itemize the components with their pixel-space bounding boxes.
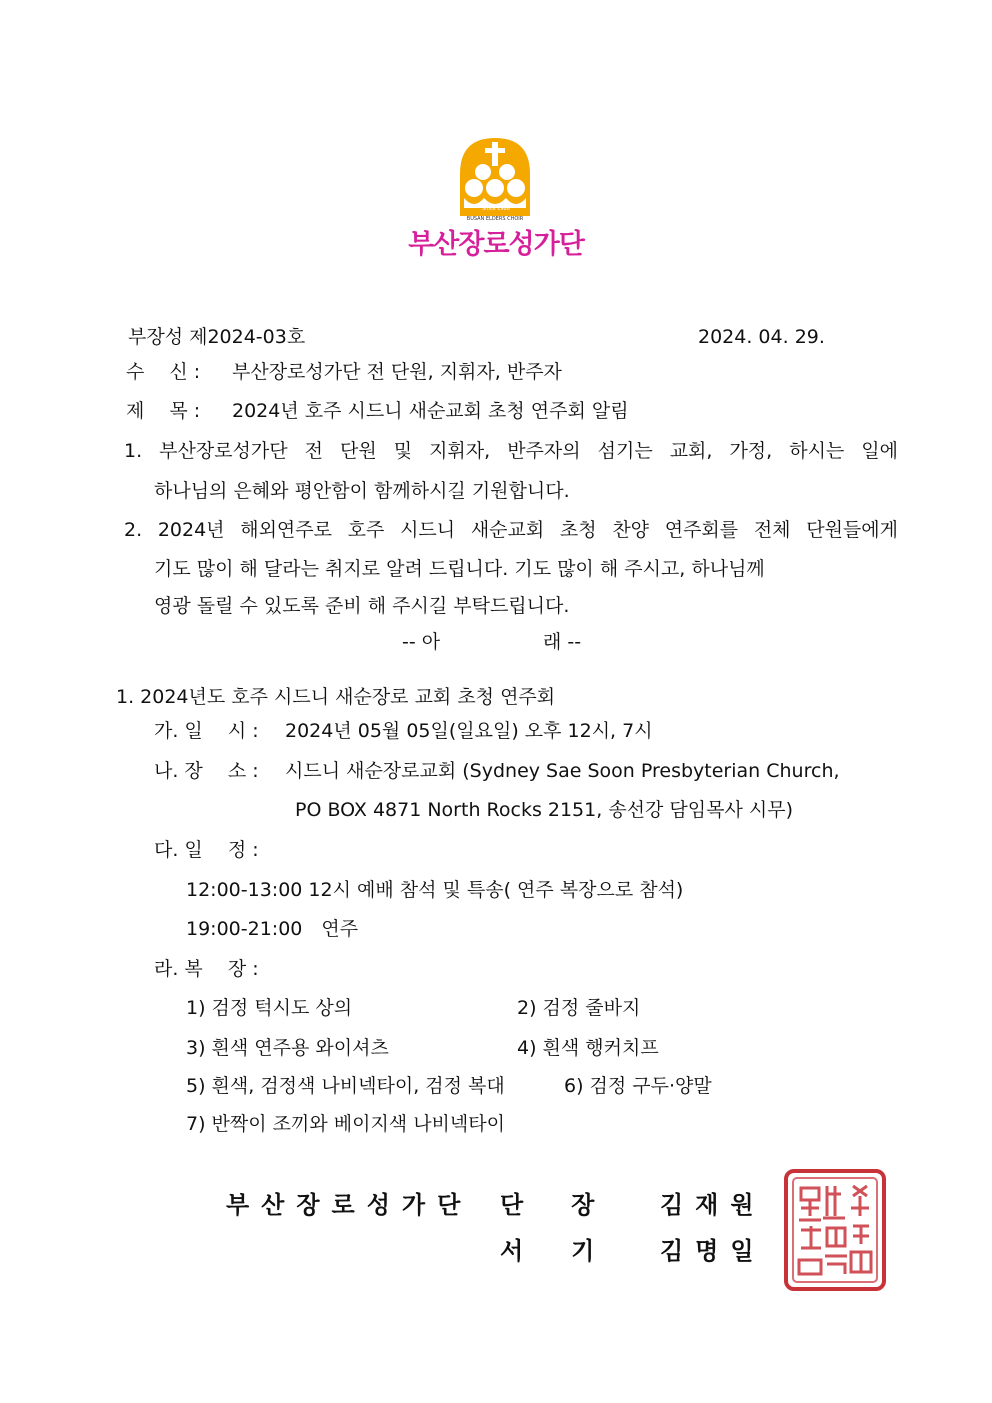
dress-item: 7) 반짝이 조끼와 베이지색 나비넥타이 [186, 1113, 505, 1135]
dress-item: 4) 흰색 행커치프 [517, 1037, 659, 1059]
signature-name-2: 김명일 [660, 1237, 766, 1265]
paragraph-1-line-1: 1. 부산장로성가단 전 단원 및 지휘자, 반주자의 섬기는 교회, 가정, 하시는 일에 [124, 440, 898, 462]
paragraph-1-line-2: 하나님의 은혜와 평안함이 함께하시길 기원합니다. [154, 480, 570, 502]
place-line-2: PO BOX 4871 North Rocks 2151, 송선강 담임목사 시무) [295, 799, 793, 821]
logo-since: Since 1988 [482, 206, 510, 212]
choir-logo [458, 136, 532, 224]
paragraph-2-line-2: 기도 많이 해 달라는 취지로 알려 드립니다. 기도 많이 해 주시고, 하나님께 [154, 558, 765, 580]
official-seal [783, 1168, 887, 1292]
schedule-item: 19:00-21:00 연주 [186, 918, 359, 940]
schedule-item: 12:00-13:00 12시 예배 참석 및 특송( 연주 복장으로 참석) [186, 879, 684, 901]
document-number: 부장성 제2024-03호 [128, 326, 306, 348]
dress-item: 2) 검정 줄바지 [517, 997, 641, 1019]
subject-label: 제 목 : [126, 400, 201, 422]
signature-name-1: 김재원 [660, 1191, 766, 1219]
place-label: 나. 장 소 : [154, 760, 259, 782]
org-name: 부산장로성가단 [408, 229, 584, 260]
signature-title-1: 단 장 [500, 1191, 607, 1219]
notice-heading-right: 래 -- [543, 631, 582, 653]
logo-text: BUSAN ELDERS CHOIR [466, 216, 524, 222]
dress-item: 6) 검정 구두·양말 [564, 1075, 712, 1097]
subject: 2024년 호주 시드니 새순교회 초청 연주회 알림 [232, 400, 629, 422]
schedule-label: 다. 일 정 : [154, 839, 259, 861]
time-label: 가. 일 시 : [154, 720, 259, 742]
time-value: 2024년 05월 05일(일요일) 오후 12시, 7시 [285, 720, 653, 742]
document-date: 2024. 04. 29. [698, 326, 825, 348]
seal-icon [783, 1168, 887, 1292]
dress-item: 1) 검정 턱시도 상의 [186, 997, 353, 1019]
dress-label: 라. 복 장 : [154, 958, 259, 980]
dress-item: 3) 흰색 연주용 와이셔츠 [186, 1037, 389, 1059]
paragraph-2-line-3: 영광 돌릴 수 있도록 준비 해 주시길 부탁드립니다. [154, 595, 570, 617]
paragraph-2-line-1: 2. 2024년 해외연주로 호주 시드니 새순교회 초청 찬양 연주회를 전체 단원들에게 [124, 519, 898, 541]
dress-item: 5) 흰색, 검정색 나비넥타이, 검정 복대 [186, 1075, 505, 1097]
recipient: 부산장로성가단 전 단원, 지휘자, 반주자 [232, 361, 562, 383]
signature-title-2: 서 기 [500, 1237, 607, 1265]
place-line-1: 시드니 새순장로교회 (Sydney Sae Soon Presbyterian Church, [285, 760, 840, 782]
recipient-label: 수 신 : [126, 361, 201, 383]
details-title: 1. 2024년도 호주 시드니 새순장로 교회 초청 연주회 [116, 686, 556, 708]
signature-org: 부산장로성가단 [226, 1191, 473, 1219]
notice-heading-left: -- 아 [402, 631, 441, 653]
